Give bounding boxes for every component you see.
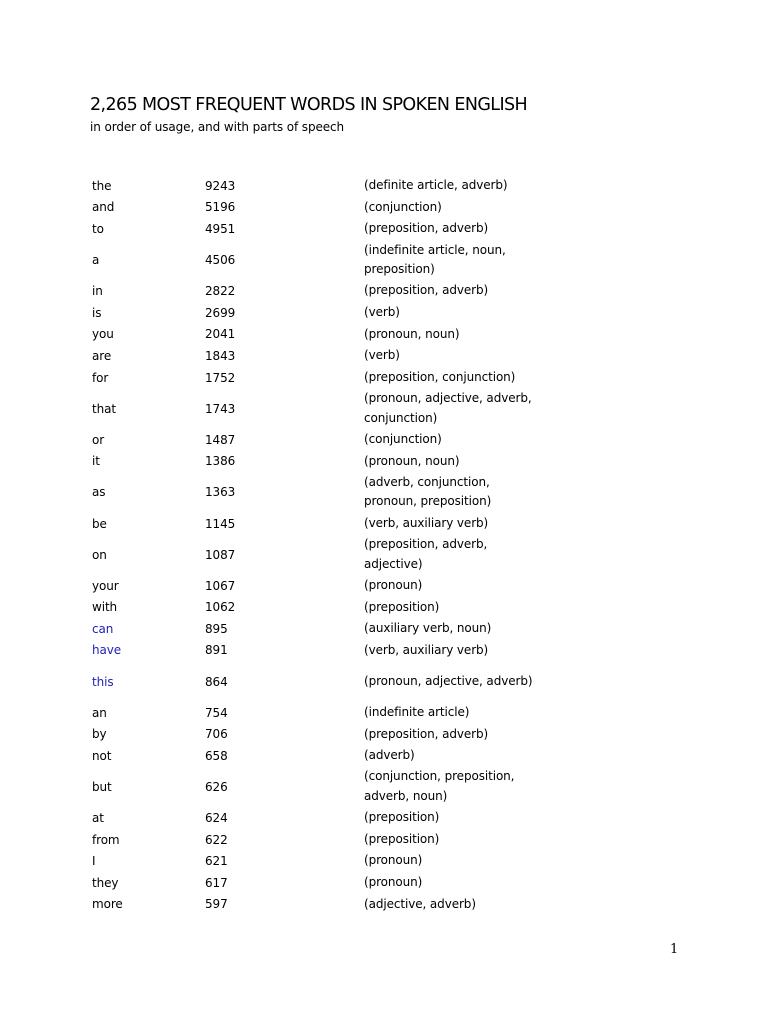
part-of-speech-cell: (verb, auxiliary verb) <box>364 515 489 530</box>
table-row <box>92 807 572 829</box>
part-of-speech-cell: (pronoun, noun) <box>364 453 460 468</box>
frequency-cell: 2822 <box>205 284 236 299</box>
part-of-speech-cell: (verb, auxiliary verb) <box>364 642 489 657</box>
frequency-cell: 622 <box>205 832 228 847</box>
table-row <box>92 240 572 281</box>
part-of-speech-cell: (verb) <box>364 348 400 363</box>
word-cell: an <box>92 705 107 720</box>
word-cell: in <box>92 284 103 299</box>
frequency-cell: 891 <box>205 643 228 658</box>
word-cell: as <box>92 485 106 500</box>
frequency-cell: 1062 <box>205 600 236 615</box>
table-row <box>92 618 572 640</box>
frequency-cell: 4951 <box>205 221 236 236</box>
table-row <box>92 723 572 745</box>
word-cell: I <box>92 854 96 869</box>
part-of-speech-cell: (pronoun) <box>364 853 423 868</box>
part-of-speech-cell: (preposition, conjunction) <box>364 369 516 384</box>
frequency-cell: 617 <box>205 875 228 890</box>
word-frequency-table <box>92 175 572 915</box>
word-link[interactable]: can <box>92 621 114 636</box>
part-of-speech-cell: (preposition, adverb, adjective) <box>364 537 488 571</box>
part-of-speech-cell: (conjunction) <box>364 431 442 446</box>
part-of-speech-cell: (adjective, adverb) <box>364 896 476 911</box>
frequency-cell: 658 <box>205 748 228 763</box>
table-row <box>92 280 572 302</box>
frequency-cell: 2041 <box>205 327 236 342</box>
table-row <box>92 640 572 662</box>
table-row <box>92 872 572 894</box>
table-row <box>92 324 572 346</box>
part-of-speech-cell: (adverb, conjunction, pronoun, preposition) <box>364 474 492 509</box>
word-cell: and <box>92 200 115 215</box>
word-cell: it <box>92 454 100 469</box>
part-of-speech-cell: (preposition) <box>364 599 440 614</box>
part-of-speech-cell: (preposition, adverb) <box>364 221 489 236</box>
table-row <box>92 175 572 197</box>
table-row <box>92 388 572 429</box>
word-cell: more <box>92 897 123 912</box>
word-cell: to <box>92 221 104 236</box>
table-row <box>92 534 572 575</box>
table-row <box>92 345 572 367</box>
word-cell: or <box>92 432 105 447</box>
table-row <box>92 745 572 767</box>
table-row <box>92 575 572 597</box>
table-row <box>92 302 572 324</box>
part-of-speech-cell: (pronoun) <box>364 577 423 592</box>
word-cell: is <box>92 305 102 320</box>
word-cell: at <box>92 811 104 826</box>
word-cell: not <box>92 748 112 763</box>
frequency-cell: 624 <box>205 811 228 826</box>
frequency-cell: 706 <box>205 727 228 742</box>
word-cell: from <box>92 832 120 847</box>
frequency-cell: 2699 <box>205 305 236 320</box>
word-cell: are <box>92 348 112 363</box>
part-of-speech-cell: (pronoun, adjective, adverb) <box>364 673 533 688</box>
part-of-speech-cell: (indefinite article) <box>364 704 470 719</box>
table-row <box>92 218 572 240</box>
table-row <box>92 513 572 535</box>
page-title: 2,265 MOST FREQUENT WORDS IN SPOKEN ENGLISH <box>90 95 528 115</box>
table-row <box>92 767 572 808</box>
frequency-cell: 754 <box>205 705 228 720</box>
part-of-speech-cell: (preposition) <box>364 810 440 825</box>
part-of-speech-cell: (conjunction) <box>364 199 442 214</box>
frequency-cell: 621 <box>205 854 228 869</box>
table-row <box>92 597 572 619</box>
word-link[interactable]: have <box>92 643 122 658</box>
word-cell: be <box>92 516 107 531</box>
part-of-speech-cell: (pronoun) <box>364 875 423 890</box>
frequency-cell: 864 <box>205 674 228 689</box>
part-of-speech-cell: (definite article, adverb) <box>364 178 508 193</box>
frequency-cell: 597 <box>205 897 228 912</box>
part-of-speech-cell: (preposition) <box>364 831 440 846</box>
table-row <box>92 661 572 702</box>
table-row <box>92 702 572 724</box>
table-row <box>92 451 572 473</box>
page-subtitle: in order of usage, and with parts of speech <box>90 120 345 134</box>
frequency-cell: 1386 <box>205 454 236 469</box>
table-row <box>92 850 572 872</box>
frequency-cell: 1752 <box>205 370 236 385</box>
table-row <box>92 894 572 916</box>
frequency-cell: 1743 <box>205 401 236 416</box>
table-row <box>92 197 572 219</box>
frequency-cell: 1087 <box>205 547 236 562</box>
part-of-speech-cell: (preposition, adverb) <box>364 726 489 741</box>
word-cell: you <box>92 327 114 342</box>
frequency-cell: 4506 <box>205 253 236 268</box>
word-cell: for <box>92 370 109 385</box>
word-cell: with <box>92 600 118 615</box>
part-of-speech-cell: (pronoun, adjective, adverb, conjunction) <box>364 391 532 425</box>
word-cell: on <box>92 547 107 562</box>
table-row <box>92 367 572 389</box>
word-cell: that <box>92 401 116 416</box>
frequency-cell: 1487 <box>205 432 236 447</box>
part-of-speech-cell: (verb) <box>364 305 400 320</box>
word-link[interactable]: this <box>92 674 114 689</box>
part-of-speech-cell: (adverb) <box>364 748 415 763</box>
word-cell: a <box>92 253 100 268</box>
part-of-speech-cell: (preposition, adverb) <box>364 283 489 298</box>
page-number: 1 <box>670 942 679 957</box>
part-of-speech-cell: (auxiliary verb, noun) <box>364 621 492 636</box>
table-row <box>92 429 572 451</box>
frequency-cell: 1145 <box>205 516 236 531</box>
word-cell: the <box>92 178 112 193</box>
word-cell: but <box>92 779 112 794</box>
word-cell: your <box>92 578 119 593</box>
part-of-speech-cell: (indefinite article, noun, preposition) <box>364 242 506 277</box>
table-row <box>92 829 572 851</box>
frequency-cell: 1843 <box>205 348 236 363</box>
frequency-cell: 1067 <box>205 578 236 593</box>
table-row <box>92 472 572 513</box>
frequency-cell: 895 <box>205 621 228 636</box>
frequency-cell: 626 <box>205 779 228 794</box>
frequency-cell: 9243 <box>205 178 236 193</box>
frequency-cell: 5196 <box>205 200 236 215</box>
frequency-cell: 1363 <box>205 485 236 500</box>
word-cell: they <box>92 875 119 890</box>
word-cell: by <box>92 727 107 742</box>
part-of-speech-cell: (pronoun, noun) <box>364 326 460 341</box>
part-of-speech-cell: (conjunction, preposition, adverb, noun) <box>364 769 515 803</box>
